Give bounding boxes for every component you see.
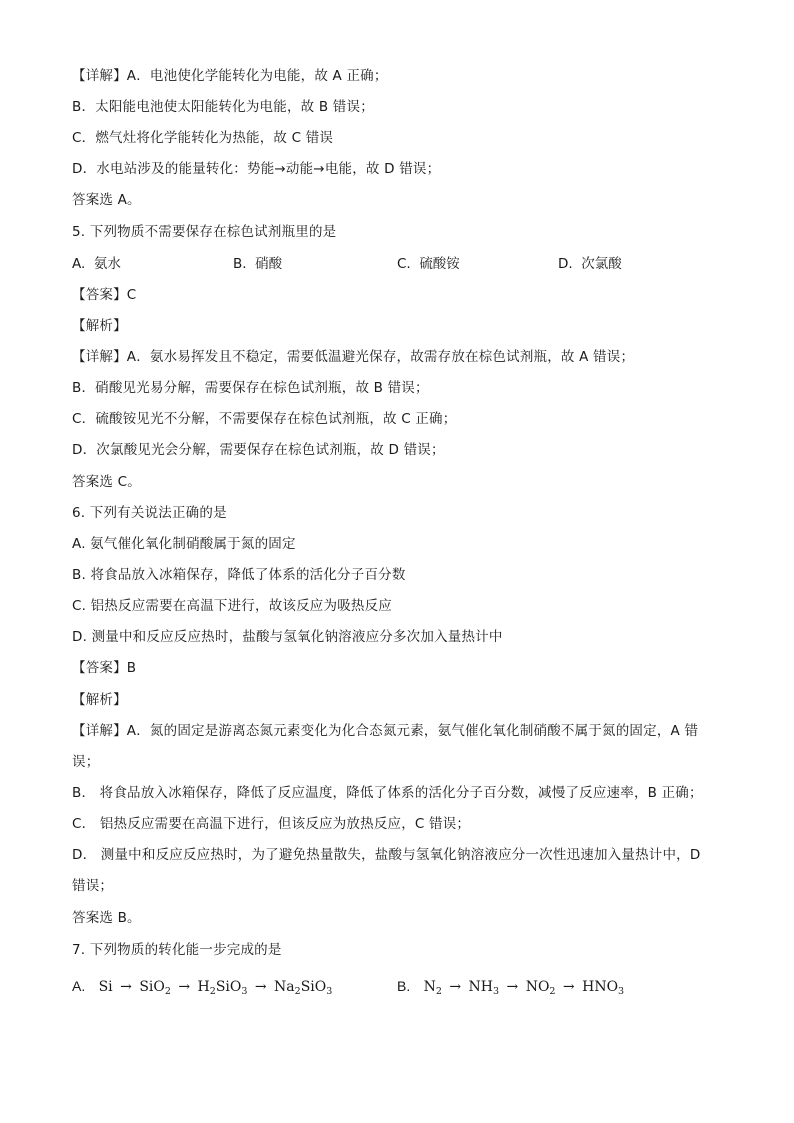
species-na2sio3: $Na_2SiO_3$	[274, 979, 333, 997]
q6-final-answer: 答案选 B。	[72, 910, 141, 926]
q5-detail-a: 【详解】A．氨水易挥发且不稳定，需要低温避光保存，故需存放在棕色试剂瓶，故 A 错误；	[72, 349, 635, 365]
q7-option-b-label: B.	[397, 978, 411, 994]
q5-option-b	[233, 254, 282, 274]
q6-option-d: D. 测量中和反应反应热时，盐酸与氢氧化钠溶液应分多次加入量热计中	[72, 629, 503, 645]
q5-detail-d: D．次氯酸见光会分解，需要保存在棕色试剂瓶，故 D 错误；	[72, 442, 445, 458]
q6-stem: 6. 下列有关说法正确的是	[72, 505, 227, 521]
species-no2: $NO_2$	[525, 979, 556, 997]
species-h2sio3: $H_2SiO_3$	[197, 979, 248, 997]
q7-option-a	[72, 976, 332, 1002]
q5-detail-c: C．硫酸铵见光不分解，不需要保存在棕色试剂瓶，故 C 正确；	[72, 411, 457, 427]
q6-option-c: C. 铝热反应需要在高温下进行，故该反应为吸热反应	[72, 598, 393, 614]
q4-detail-c: C．燃气灶将化学能转化为热能，故 C 错误	[72, 130, 334, 146]
q5-option-c-label: C.	[397, 256, 411, 272]
q6-option-a: A. 氨气催化氧化制硝酸属于氮的固定	[72, 536, 296, 552]
q5-final-answer: 答案选 C。	[72, 474, 141, 490]
q6-option-b: B. 将食品放入冰箱保存，降低了体系的活化分子百分数	[72, 567, 406, 583]
species-sio2: SiO$_2$	[139, 979, 171, 997]
species-nh3: $NH_3$	[468, 979, 500, 997]
reaction-arrow: →	[449, 979, 462, 995]
species-si: Si	[98, 979, 113, 995]
q7-stem: 7. 下列物质的转化能一步完成的是	[72, 942, 282, 958]
q5-option-c-text: 硫酸铵	[419, 256, 460, 272]
reaction-arrow: →	[562, 979, 575, 995]
q5-option-a	[72, 254, 121, 274]
q6-detail-a-line2: 误；	[72, 754, 100, 770]
q6-analysis-label: 【解析】	[72, 692, 127, 708]
q5-detail-b: B．硝酸见光易分解，需要保存在棕色试剂瓶，故 B 错误；	[72, 380, 429, 396]
q6-detail-d-line2: 错误；	[72, 878, 114, 894]
q6-detail-a-line1: 【详解】A．氮的固定是游离态氮元素变化为化合态氮元素，氨气催化氧化制硝酸不属于氮的固定，A 错	[72, 723, 699, 739]
q5-option-c	[397, 254, 460, 274]
q5-option-d-text: 次氯酸	[581, 256, 622, 272]
q5-option-d	[558, 254, 622, 274]
q5-answer: 【答案】C	[72, 287, 137, 303]
reaction-arrow: →	[178, 979, 191, 995]
q4-detail-a: 【详解】A．电池使化学能转化为电能，故 A 正确；	[72, 68, 388, 84]
reaction-arrow: →	[120, 979, 132, 995]
reaction-arrow: →	[506, 979, 519, 995]
q5-option-b-text: 硝酸	[255, 256, 283, 272]
q5-stem: 5. 下列物质不需要保存在棕色试剂瓶里的是	[72, 224, 337, 240]
q4-detail-b: B．太阳能电池使太阳能转化为电能，故 B 错误；	[72, 99, 374, 115]
q7-option-a-label: A.	[72, 978, 86, 994]
q6-answer: 【答案】B	[72, 660, 137, 676]
species-hno3: $HNO_3$	[582, 979, 625, 997]
reaction-arrow: →	[254, 979, 267, 995]
q4-detail-d: D．水电站涉及的能量转化：势能→动能→电能，故 D 错误；	[72, 161, 441, 177]
q5-analysis-label: 【解析】	[72, 318, 127, 334]
q5-option-b-label: B.	[233, 256, 247, 272]
q6-detail-b: B． 将食品放入冰箱保存，降低了反应温度，降低了体系的活化分子百分数，减慢了反应速率，B 正确；	[72, 785, 703, 801]
q5-option-a-label: A.	[72, 256, 86, 272]
species-n2: $N_2$	[423, 979, 442, 997]
q5-option-d-label: D.	[558, 256, 573, 272]
q7-option-b	[397, 976, 624, 1002]
q4-final-answer: 答案选 A。	[72, 192, 141, 208]
q6-detail-d-line1: D． 测量中和反应反应热时，为了避免热量散失，盐酸与氢氧化钠溶液应分一次性迅速加入量热计中，D	[72, 847, 701, 863]
q6-detail-c: C． 铝热反应需要在高温下进行，但该反应为放热反应，C 错误；	[72, 816, 471, 832]
q5-option-a-text: 氨水	[93, 256, 121, 272]
